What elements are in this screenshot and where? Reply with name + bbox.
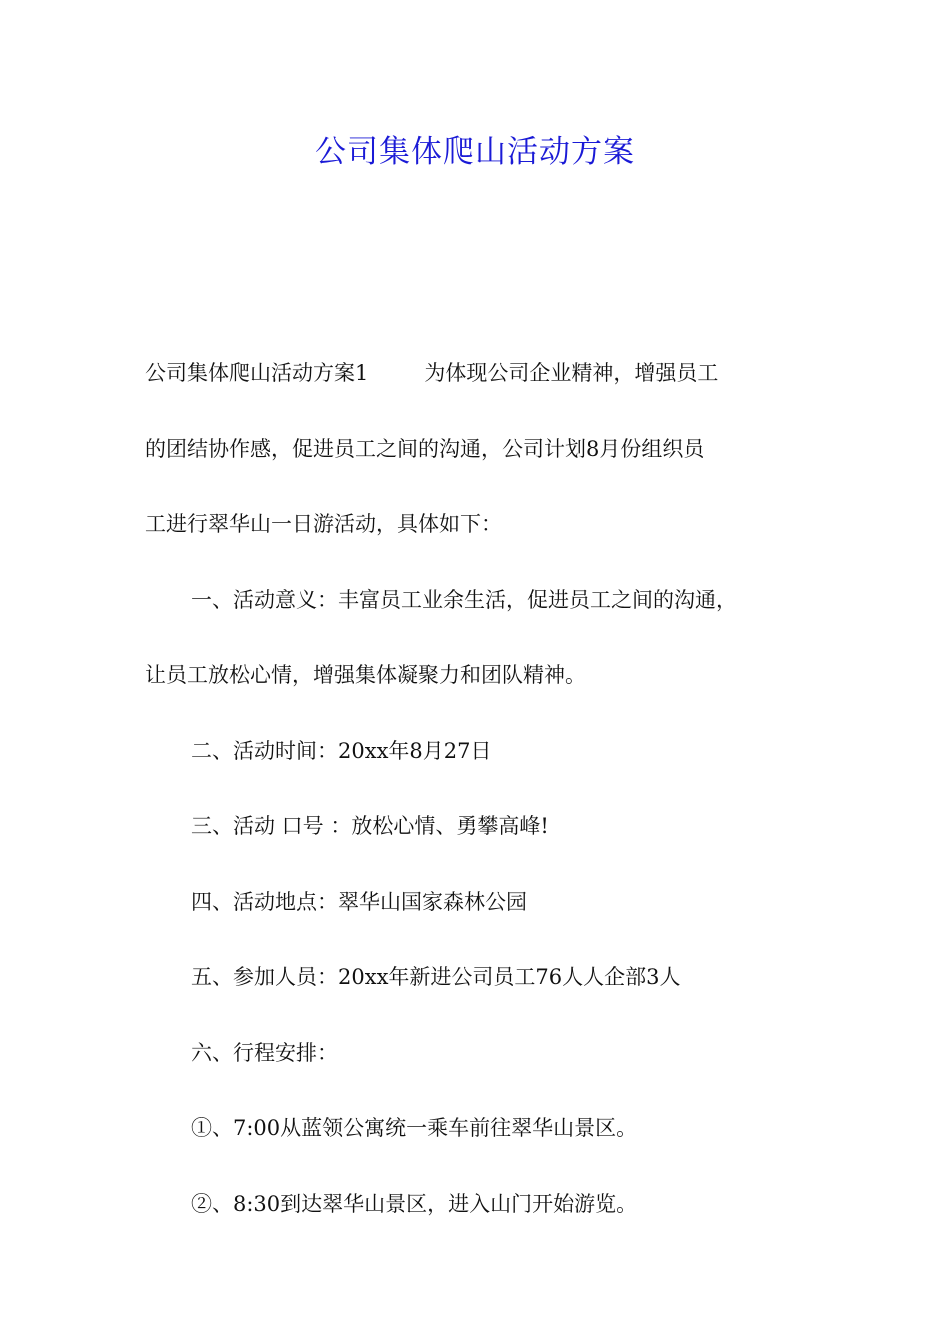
intro-line-1 [145, 336, 835, 412]
document-title: 公司集体爬山活动方案 [315, 134, 635, 170]
meaning-line-1: 一、活动意义：丰富员工业余生活，促进员工之间的沟通， [191, 587, 737, 612]
item-schedule-heading: 六、行程安排： [191, 1040, 338, 1065]
intro-text-1: 为体现公司企业精神，增强员工 [424, 361, 719, 385]
intro-heading: 公司集体爬山活动方案1 [145, 361, 369, 385]
meaning-line-2: 让员工放松心情，增强集体凝聚力和团队精神。 [145, 663, 586, 687]
intro-line-3: 工进行翠华山一日游活动，具体如下： [145, 512, 502, 536]
document-body [145, 336, 835, 1242]
schedule-step-1: ①、7:00从蓝领公寓统一乘车前往翠华山景区。 [191, 1116, 638, 1140]
item-location: 四、活动地点：翠华山国家森林公园 [191, 889, 527, 914]
item-time: 二、活动时间：20xx年8月27日 [191, 738, 492, 763]
item-slogan: 三、活动 口号 ：放松心情、勇攀高峰! [191, 814, 549, 838]
schedule-step-2: ②、8:30到达翠华山景区，进入山门开始游览。 [191, 1191, 638, 1216]
item-participants: 五、参加人员：20xx年新进公司员工76人人企部3人 [191, 965, 681, 989]
intro-line-2: 的团结协作感，促进员工之间的沟通，公司计划8月份组织员 [145, 436, 705, 461]
